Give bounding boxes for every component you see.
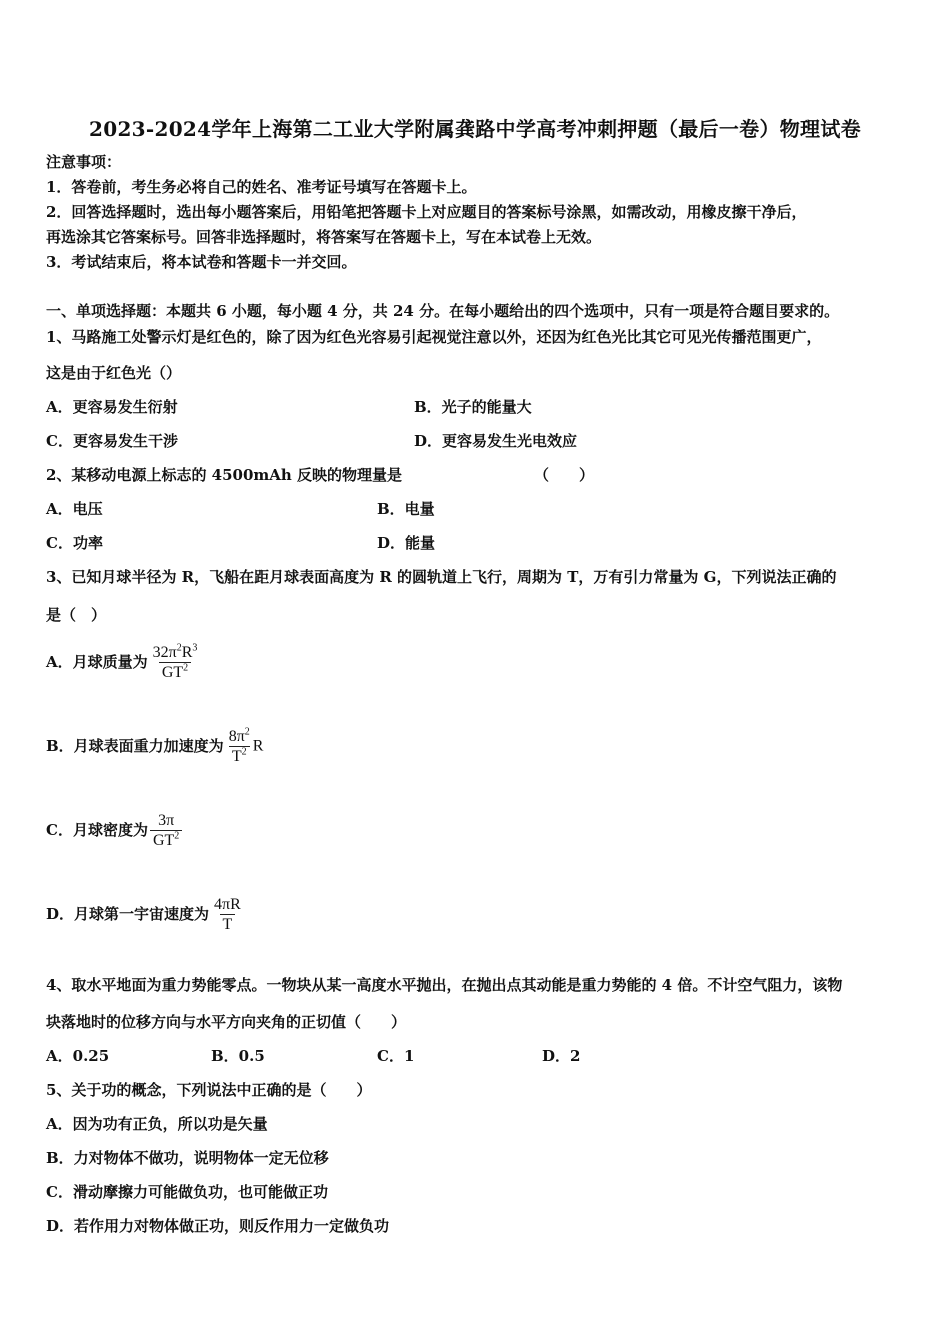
q3-option-d (46, 895, 244, 934)
q3-option-b-formula (226, 727, 253, 766)
q3-option-b (46, 727, 263, 766)
q2-option-a: A．电压 (46, 500, 103, 518)
section-heading: 一、单项选择题：本题共 6 小题，每小题 4 分，共 24 分。在每小题给出的四个选项中，只有一项是符合题目要求的。 (46, 302, 840, 320)
q4-option-c: C．1 (377, 1047, 415, 1065)
q1-stem-line2: 这是由于红色光（） (46, 364, 182, 382)
q3-stem-line1: 3、已知月球半径为 R，飞船在距月球表面高度为 R 的圆轨道上飞行，周期为 T，万有引力常量为 G，下列说法正确的 (46, 568, 837, 586)
q3-option-c (46, 811, 182, 850)
q3-option-c-formula (150, 811, 182, 850)
q2-stem: 2、某移动电源上标志的 4500mAh 反映的物理量是 (46, 466, 403, 484)
page-title: 2023-2024学年上海第二工业大学附属龚路中学高考冲刺押题（最后一卷）物理试卷 (89, 117, 861, 141)
q3-option-c-label: C．月球密度为 (46, 820, 148, 839)
formula-denominator: $T^2$ (229, 746, 250, 766)
formula-numerator: $32\pi^2R^3$ (152, 642, 198, 661)
q2-option-b: B．电量 (377, 500, 435, 518)
q3-option-a-label: A．月球质量为 (46, 652, 148, 671)
q4-option-b: B．0.5 (211, 1047, 265, 1065)
q5-option-b: B．力对物体不做功，说明物体一定无位移 (46, 1149, 329, 1167)
formula-denominator: $GT^2$ (159, 662, 191, 682)
q5-option-d: D．若作用力对物体做正功，则反作用力一定做负功 (46, 1217, 390, 1235)
formula-numerator: 3π (158, 812, 175, 829)
q4-option-d: D．2 (542, 1047, 581, 1065)
q3-option-b-suffix: R (252, 737, 264, 755)
q1-option-d: D．更容易发生光电效应 (414, 432, 578, 450)
q5-option-c: C．滑动摩擦力可能做负功，也可能做正功 (46, 1183, 328, 1201)
notice-item-1: 1．答卷前，考生务必将自己的姓名、准考证号填写在答题卡上。 (46, 178, 477, 196)
formula-numerator: $8\pi^2$ (228, 726, 250, 745)
q2-option-c: C．功率 (46, 534, 103, 552)
q1-stem-line1: 1、马路施工处警示灯是红色的，除了因为红色光容易引起视觉注意以外，还因为红色光比其它可见光传播范围更广， (46, 328, 822, 346)
q3-option-d-formula (211, 895, 244, 934)
notice-item-3: 3．考试结束后，将本试卷和答题卡一并交回。 (46, 253, 357, 271)
q4-option-a: A．0.25 (46, 1047, 110, 1065)
q4-stem-line1: 4、取水平地面为重力势能零点。一物块从某一高度水平抛出，在抛出点其动能是重力势能的 4 倍。不计空气阻力，该物 (46, 976, 843, 994)
q4-stem-line2: 块落地时的位移方向与水平方向夹角的正切值（ ） (46, 1013, 407, 1031)
q5-option-a: A．因为功有正负，所以功是矢量 (46, 1115, 268, 1133)
q1-option-b: B．光子的能量大 (414, 398, 532, 416)
q3-option-d-label: D．月球第一宇宙速度为 (46, 904, 210, 923)
q3-option-a-formula (150, 643, 201, 682)
formula-denominator: T (220, 914, 236, 934)
q3-option-a (46, 643, 200, 682)
notice-item-2: 2．回答选择题时，选出每小题答案后，用铅笔把答题卡上对应题目的答案标号涂黑，如需改动，用橡皮擦干净后， (46, 203, 807, 221)
q2-option-d: D．能量 (377, 534, 436, 552)
formula-denominator: $GT^2$ (150, 830, 182, 850)
q3-stem-line2: 是（ ） (46, 606, 107, 624)
q3-option-b-label: B．月球表面重力加速度为 (46, 736, 224, 755)
formula-numerator: 4πR (214, 896, 241, 913)
q1-option-c: C．更容易发生干涉 (46, 432, 178, 450)
q2-answer-bracket: （ ） (534, 466, 595, 484)
notice-heading: 注意事项： (46, 153, 122, 171)
q5-stem: 5、关于功的概念，下列说法中正确的是（ ） (46, 1081, 372, 1099)
q1-option-a: A．更容易发生衍射 (46, 398, 178, 416)
notice-item-2-cont: 再选涂其它答案标号。回答非选择题时，将答案写在答题卡上，写在本试卷上无效。 (46, 228, 602, 246)
